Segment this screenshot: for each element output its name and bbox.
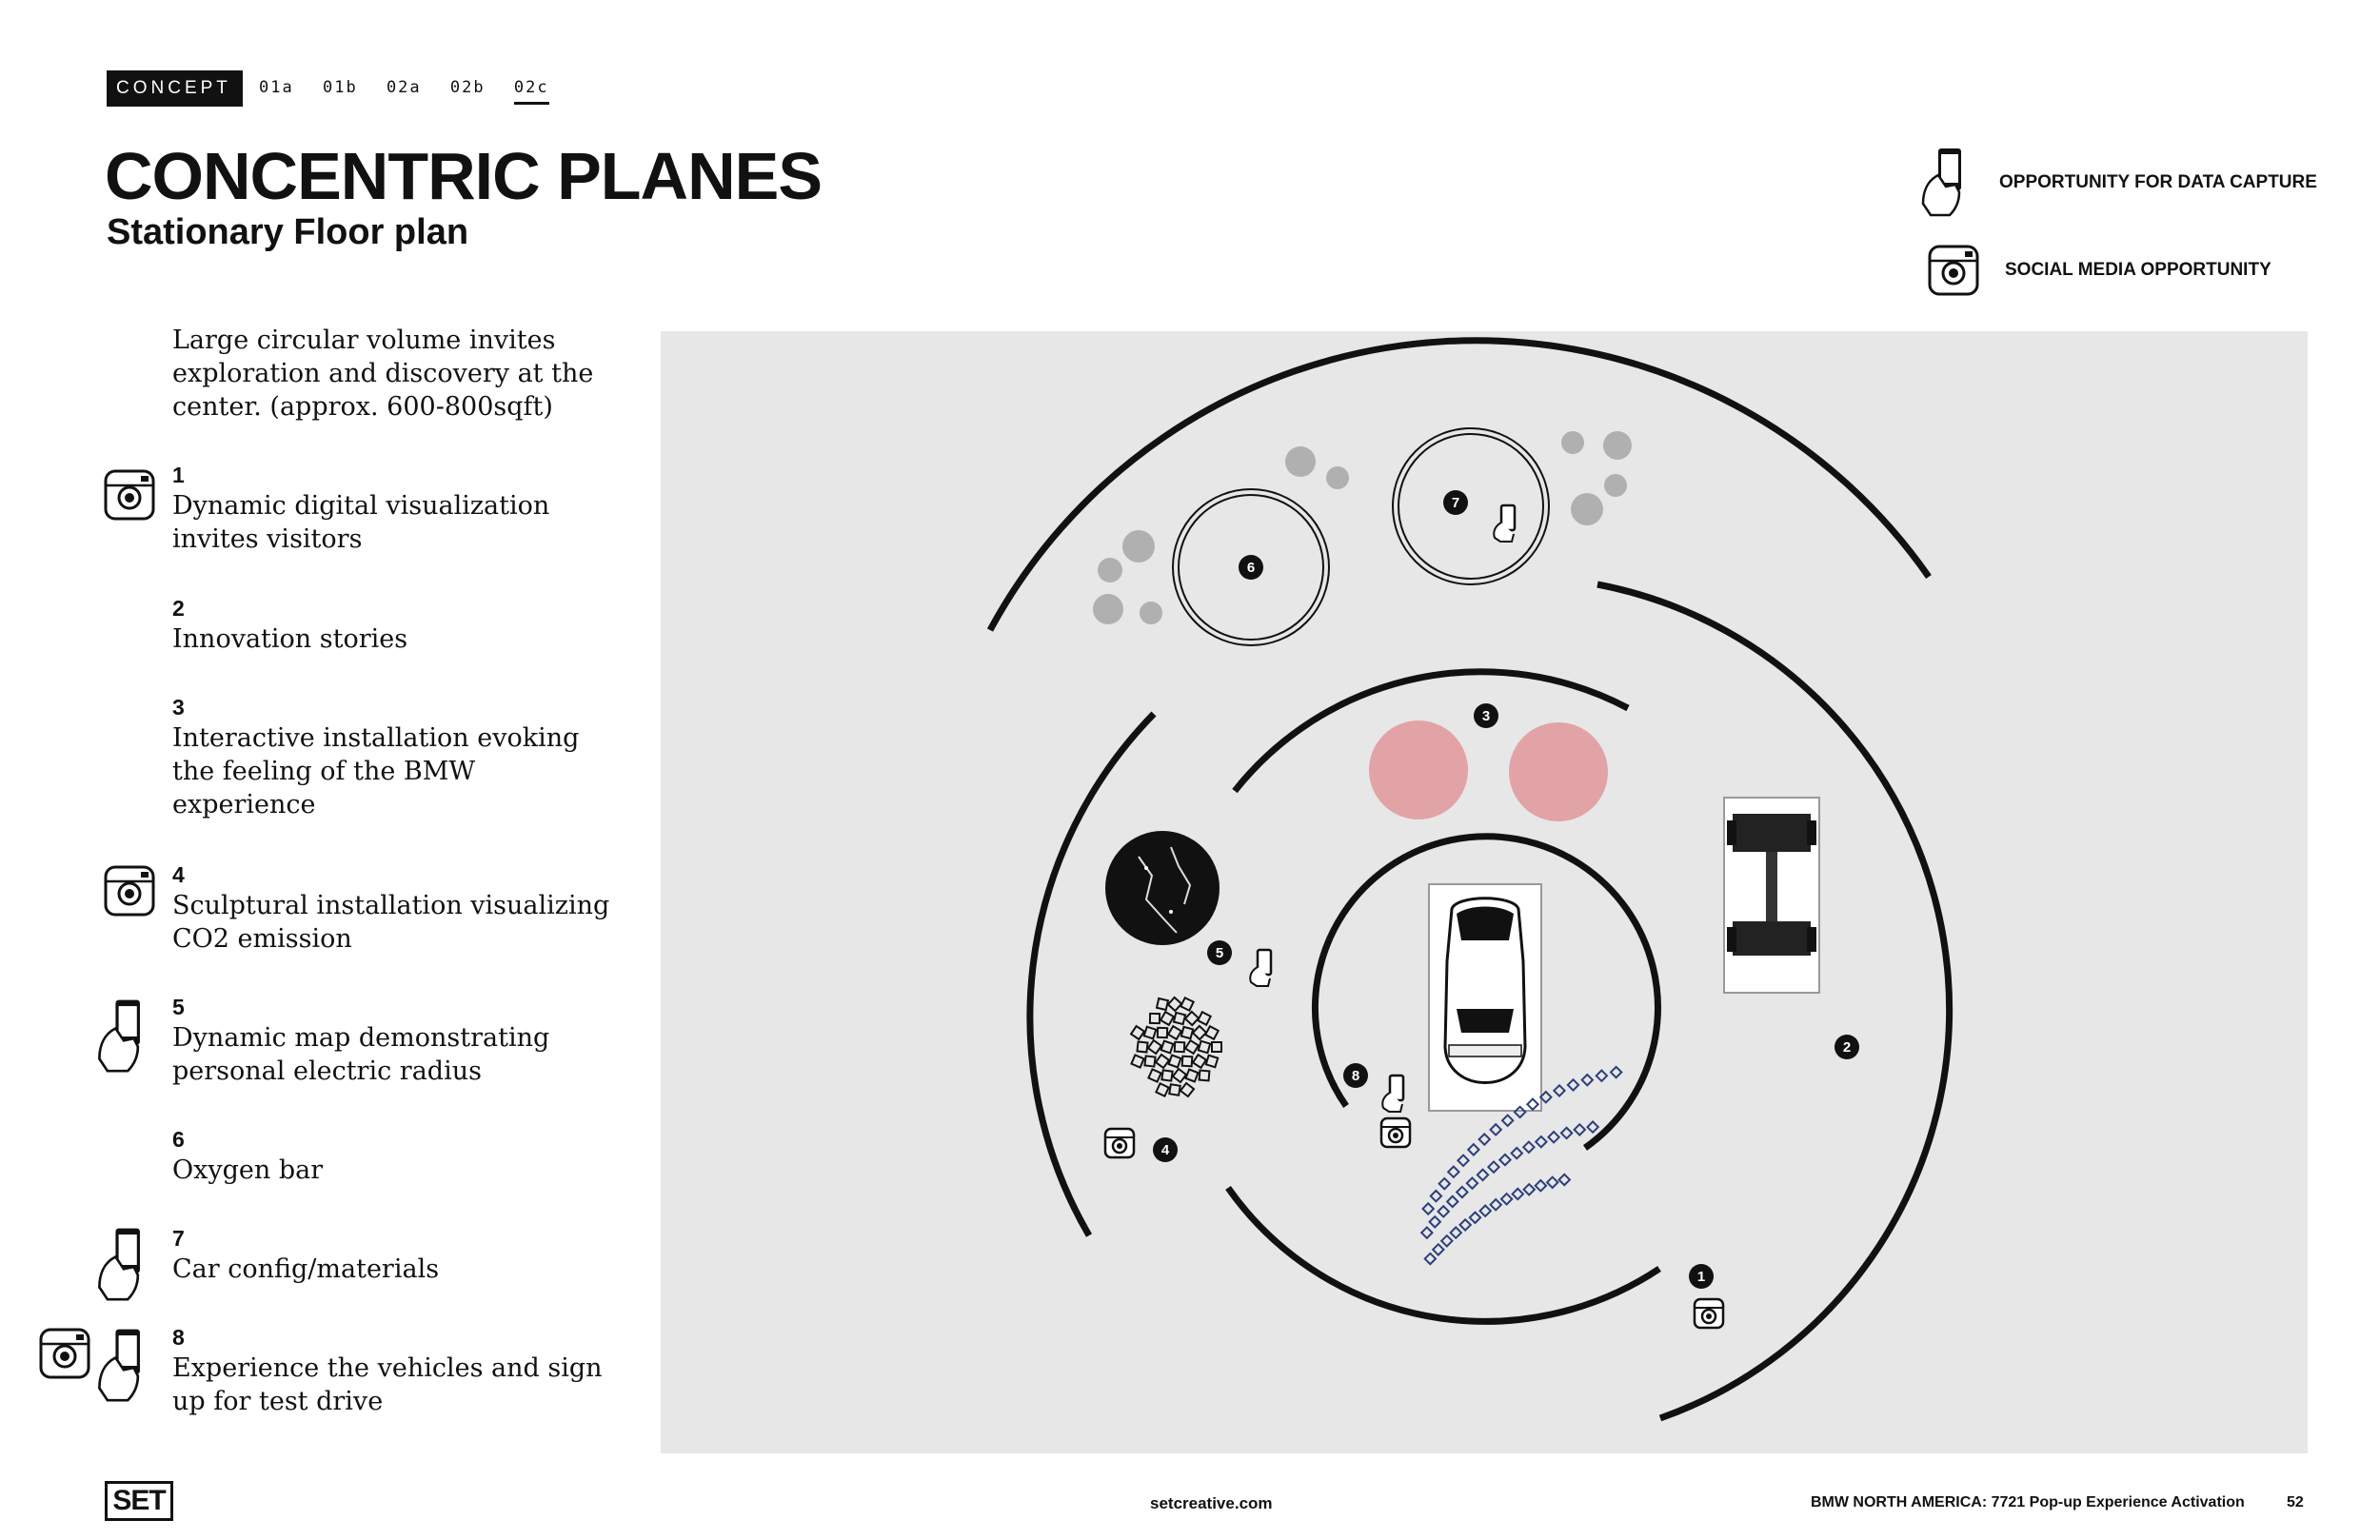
trail-dot [1513,1189,1523,1199]
list-item [172,1125,620,1187]
item-text: Car config/materials [172,1254,440,1284]
trail-dot [1470,1213,1480,1223]
phone-hand-icon [1917,147,1976,219]
item-text: Innovation stories [172,624,408,654]
legend-social-media [1927,244,2271,297]
list-item [172,993,620,1088]
page-number: 52 [2287,1494,2304,1510]
trail-dot [1611,1067,1621,1077]
marker-8: 8 [1351,1068,1360,1084]
trail-dot [1501,1194,1512,1204]
list-item [172,1224,620,1286]
trail-dot [1430,1216,1440,1227]
section-tag: CONCEPT [107,70,243,107]
phone-hand-icon [93,1224,156,1306]
trail-dot [1457,1187,1467,1197]
trail-dot [1524,1184,1535,1194]
trail-dot [1467,1178,1478,1189]
item-number: 2 [172,596,185,621]
intro-text: Large circular volume invites exploration and discovery at the center. (approx. 600-800sqft) [172,326,594,422]
trail-dot [1554,1085,1564,1096]
crumb-02b[interactable]: 02b [449,78,486,97]
trail-dot [1460,1219,1471,1230]
trail-dot [1561,1128,1572,1138]
item-number: 5 [172,995,185,1019]
interactive-installation-pad [1369,721,1468,819]
trail-dot [1423,1203,1434,1214]
item-text: Interactive installation evoking the feeling of the BMW experience [172,723,580,819]
chassis-display [1724,798,1819,993]
trail-dot [1425,1254,1436,1264]
trail-dot [1575,1124,1585,1135]
trail-dot [1491,1199,1501,1210]
breadcrumb [259,78,566,97]
trail-dot [1478,1170,1488,1180]
item-text: Dynamic map demonstrating personal electric radius [172,1023,550,1086]
camera-icon [103,468,156,522]
crumb-01a[interactable]: 01a [259,78,294,97]
legend-social-media-label: SOCIAL MEDIA OPPORTUNITY [2005,260,2271,280]
list-item [172,860,620,956]
floor-plan-diagram [661,331,2308,1453]
camera-icon [103,864,156,918]
item-text: Dynamic digital visualization invites visitors [172,491,550,554]
marker-2: 2 [1842,1039,1852,1056]
crumb-02c[interactable]: 02c [514,78,549,105]
trail-dot [1441,1235,1452,1246]
camera-icon [38,1327,91,1380]
list-item [172,693,620,821]
page-subtitle: Stationary Floor plan [107,212,469,252]
co2-sculpture [1131,997,1221,1096]
camera-icon [1695,1299,1723,1328]
phone-hand-icon [1250,950,1271,986]
item-text: Sculptural installation visualizing CO2 emission [172,891,610,954]
phone-hand-icon [1382,1076,1403,1112]
page-title: CONCENTRIC PLANES [105,139,823,213]
trail-dot [1536,1136,1546,1147]
marker-4: 4 [1160,1142,1170,1158]
trail-dot [1479,1134,1490,1144]
trail-dot [1433,1244,1443,1254]
co2-map-globe [1105,831,1220,945]
marker-5: 5 [1215,945,1224,961]
trail-dot [1512,1148,1522,1158]
list-item [172,594,620,656]
trail-dot [1582,1075,1593,1085]
legend-data-capture-label: OPPORTUNITY FOR DATA CAPTURE [1999,172,2317,192]
marker-3: 3 [1481,708,1491,724]
trail-dot [1587,1121,1597,1132]
trail-dot [1480,1206,1491,1216]
interactive-installation-pad [1509,722,1608,821]
outer-arc-top [990,341,1929,630]
trail-dot [1548,1132,1558,1142]
middle-arc-bottom [1228,1188,1659,1321]
trail-dot [1491,1124,1501,1135]
trail-dot [1502,1116,1513,1126]
item-number: 3 [172,695,185,720]
trail-dot [1597,1071,1607,1081]
crumb-01b[interactable]: 01b [322,78,358,97]
oxygen-bar-6 [1093,446,1349,645]
trail-dot [1547,1177,1557,1188]
trail-dot [1438,1206,1449,1216]
item-number: 1 [172,463,185,487]
trail-dot [1447,1196,1458,1207]
footer-project: BMW NORTH AMERICA: 7721 Pop-up Experience Activation [1811,1494,2245,1510]
marker-7: 7 [1451,495,1460,511]
camera-icon [1105,1129,1134,1157]
item-number: 7 [172,1226,185,1251]
trail-dot [1458,1155,1468,1166]
item-number: 4 [172,862,185,887]
marker-1: 1 [1696,1269,1706,1285]
trail-dot [1523,1142,1534,1153]
floor-plan-panel [661,331,2308,1453]
camera-icon [1381,1118,1410,1147]
trail-dot [1439,1178,1450,1189]
item-text: Oxygen bar [172,1155,324,1185]
trail-dot [1451,1227,1461,1237]
outer-arc-left [1030,714,1154,1235]
trail-dot [1488,1162,1498,1173]
trail-dot [1468,1144,1478,1155]
trail-dot [1568,1079,1578,1090]
outer-arc-right [1597,584,1950,1418]
marker-6: 6 [1246,560,1256,576]
vehicle-8 [1429,884,1541,1111]
legend-data-capture [1917,147,2317,219]
crumb-02a[interactable]: 02a [386,78,422,97]
item-number: 8 [172,1325,185,1350]
item-number: 6 [172,1127,185,1152]
phone-hand-icon [93,1325,156,1407]
trail-dot [1499,1155,1510,1165]
set-logo: SET [105,1481,173,1521]
trail-dot [1448,1167,1458,1177]
list-item [172,461,620,556]
trail-dot [1431,1191,1441,1201]
trail-dot [1421,1227,1432,1237]
list-item [172,1323,620,1418]
trail-dot [1559,1175,1570,1185]
footer-site[interactable]: setcreative.com [1150,1494,1273,1512]
trail-dot [1536,1180,1546,1191]
camera-icon [1927,244,1980,297]
phone-hand-icon [93,996,156,1077]
car-config-7 [1393,428,1632,584]
item-text: Experience the vehicles and sign up for test drive [172,1353,603,1416]
